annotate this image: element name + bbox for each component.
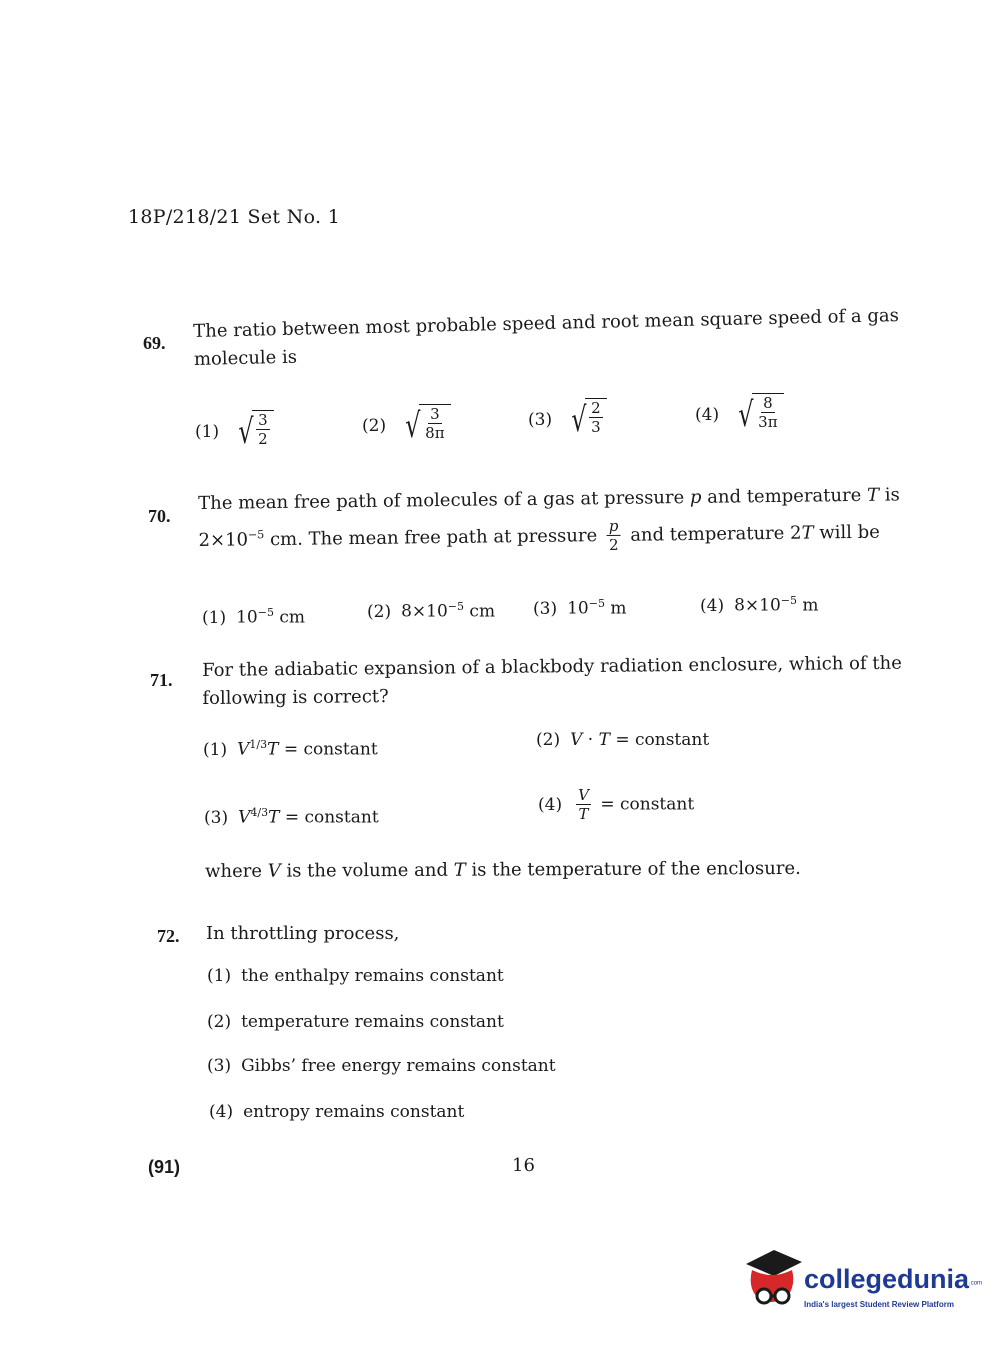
option-1: (1) $10^{-5}$ cm (202, 606, 305, 628)
option-3: (3) √ $\frac{2}{3}$ (528, 398, 607, 442)
question-text-line: The mean free path of molecules of a gas at pressure p and temperature T is (198, 484, 900, 514)
mascot-icon (742, 1248, 802, 1310)
option-1: (1) √ $\frac{3}{2}$ (195, 410, 274, 454)
option-3: (3) Gibbs’ free energy remains constant (207, 1056, 556, 1076)
option-3: (3) $10^{-5}$ m (533, 597, 627, 619)
question-number: 70. (148, 506, 171, 526)
paper-code: 18P/218/21 Set No. 1 (128, 206, 341, 228)
logo-suffix: .com (969, 1280, 983, 1287)
question-text: In throttling process, (206, 923, 400, 944)
option-4: (4) entropy remains constant (209, 1102, 465, 1122)
logo-wordmark: collegedunia (804, 1264, 970, 1294)
option-4: (4) $8\times 10^{-5}$ m (700, 594, 819, 616)
option-1: (1) $V^{1/3}T$ = constant (203, 738, 378, 760)
collegedunia-logo (742, 1248, 983, 1318)
question-number: 72. (157, 926, 180, 946)
question-number: 71. (150, 670, 173, 690)
option-2: (2) V · T = constant (536, 730, 710, 750)
question-text-line: $2\times 10^{-5}$ cm. The mean free path at pressure $\frac{p}{2}$ and temperature 2T will be (198, 516, 880, 554)
page-number: 16 (512, 1155, 535, 1176)
question-number: 69. (143, 333, 166, 353)
option-4: (4) $\frac{V}{T}$ = constant (538, 786, 695, 823)
footer-code: (91) (148, 1157, 181, 1177)
question-text-line: following is correct? (202, 686, 389, 709)
option-2: (2) temperature remains constant (207, 1012, 504, 1032)
logo-tagline: India's largest Student Review Platform (804, 1300, 954, 1309)
question-text-line: The ratio between most probable speed and root mean square speed of a gas (193, 304, 900, 342)
option-1: (1) the enthalpy remains constant (207, 966, 504, 986)
option-3: (3) $V^{4/3}T$ = constant (204, 806, 379, 828)
question-text-line: For the adiabatic expansion of a blackbody radiation enclosure, which of the (202, 652, 902, 681)
variable-note: where V is the volume and T is the temperature of the enclosure. (205, 857, 801, 882)
question-text-line: molecule is (193, 346, 298, 370)
option-4: (4) √ $\frac{8}{3\pi}$ (695, 393, 784, 437)
option-2: (2) $8\times 10^{-5}$ cm (367, 600, 496, 622)
option-2: (2) √ $\frac{3}{8\pi}$ (362, 404, 451, 448)
